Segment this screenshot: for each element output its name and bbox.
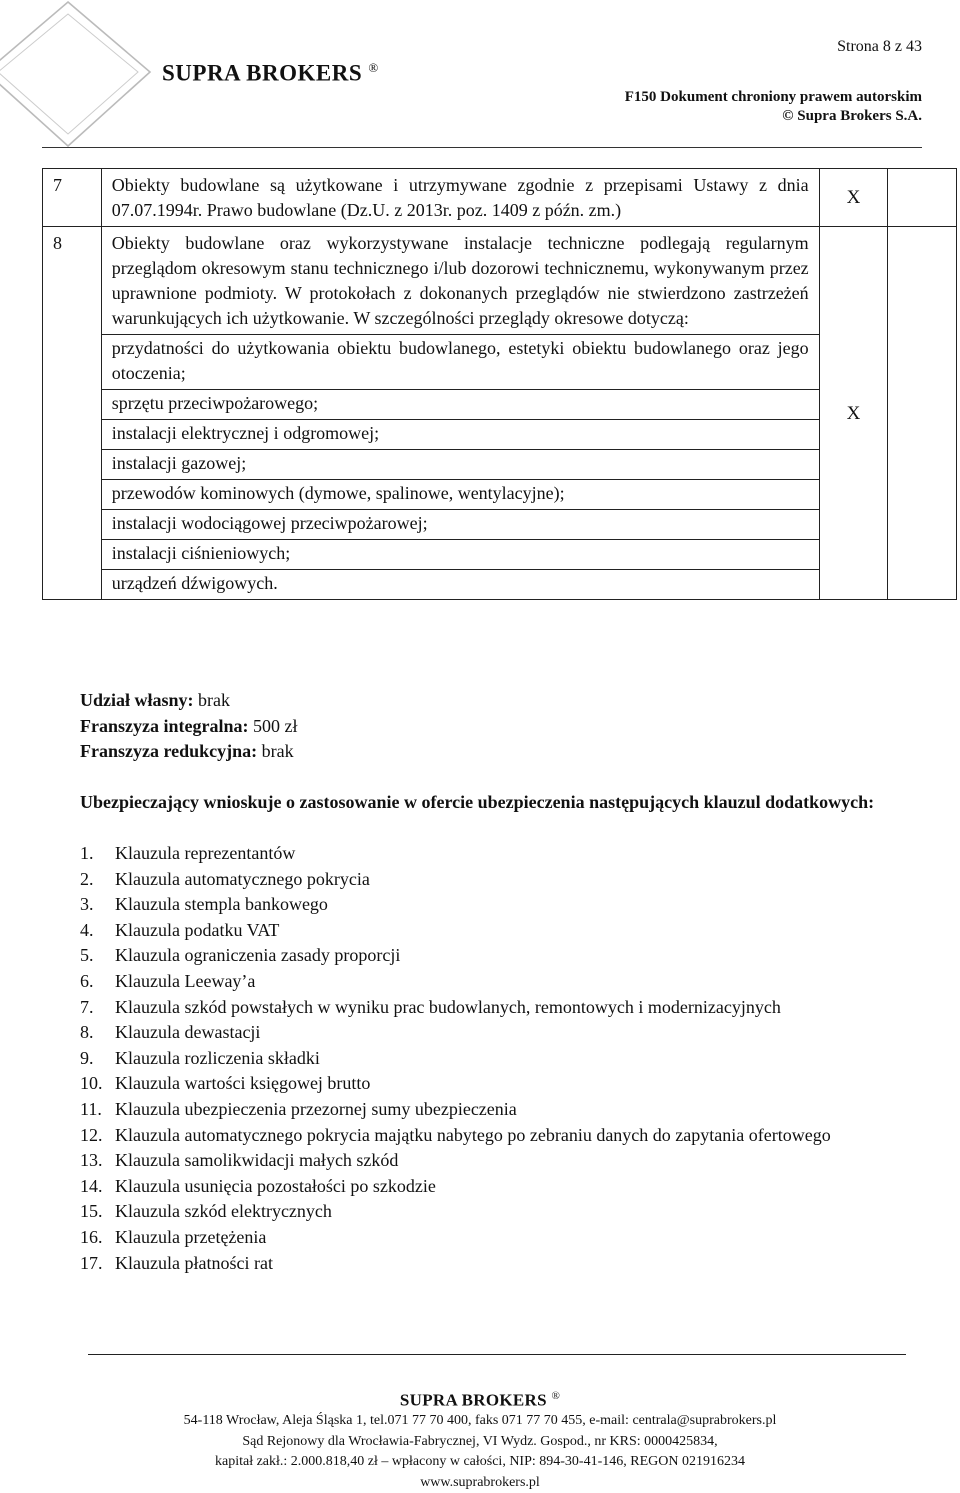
row-text: Obiekty budowlane oraz wykorzystywane instalacje techniczne podlegają regularnym przeglądom okresowym stanu technicznego i/lub dozorowi technicznemu, wykonywanym przez uprawnione podmioty. W protokołach z dokonanych przeglądów nie stwierdzono zastrzeżeń warunkujących ich użytkowanie. W szczególności przeglądy okresowe dotyczą: xyxy=(111,233,809,328)
footer xyxy=(0,1386,960,1493)
footer-court: Sąd Rejonowy dla Wrocławia-Fabrycznej, VI Wydz. Gospod., nr KRS: 0000425834, xyxy=(242,1433,718,1449)
page-number: Strona 8 z 43 xyxy=(837,38,922,55)
list-item: 17. Klauzula płatności rat xyxy=(80,1252,273,1273)
inspection-item: przydatności do użytkowania obiektu budowlanego, estetyki obiektu budowlanego oraz jego otoczenia; xyxy=(102,334,819,389)
empty-cell xyxy=(888,169,957,227)
row-number: 8 xyxy=(43,227,102,600)
footer-brand: SUPRA BROKERS ® xyxy=(399,1390,561,1410)
inspection-item: instalacji ciśnieniowych; xyxy=(102,539,819,569)
reduction-deductible-label: Franszyza redukcyjna: xyxy=(80,741,258,761)
list-item: 9. Klauzula rozliczenia składki xyxy=(80,1047,320,1068)
clauses-intro: Ubezpieczający wnioskuje o zastosowanie w ofercie ubezpieczenia następujących klauzul dodatkowych: xyxy=(80,792,875,812)
own-share-value: brak xyxy=(198,690,230,710)
deductibles-section xyxy=(80,688,297,765)
table-row xyxy=(43,169,957,227)
footer-capital: kapitał zakł.: 2.000.818,40 zł – wpłacony w całości, NIP: 894-30-41-146, REGON 021916234 xyxy=(215,1454,745,1470)
row-number: 7 xyxy=(43,169,102,227)
footer-website[interactable]: www.suprabrokers.pl xyxy=(420,1474,540,1490)
list-item: 13. Klauzula samolikwidacji małych szkód xyxy=(80,1150,399,1171)
inspection-item: instalacji elektrycznej i odgromowej; xyxy=(102,419,819,449)
clause-list xyxy=(80,841,921,1276)
list-item: 10. Klauzula wartości księgowej brutto xyxy=(80,1073,371,1094)
list-item: 5. Klauzula ograniczenia zasady proporcji xyxy=(80,945,401,966)
inspection-item: urządzeń dźwigowych. xyxy=(102,569,819,599)
list-item: 6. Klauzula Leeway’a xyxy=(80,970,256,991)
inspection-item: instalacji wodociągowej przeciwpożarowej; xyxy=(102,509,819,539)
list-item: 8. Klauzula dewastacji xyxy=(80,1022,261,1043)
inspection-item: sprzętu przeciwpożarowego; xyxy=(102,389,819,419)
copyright-note: F150 Dokument chroniony prawem autorskim © Supra Brokers S.A. xyxy=(624,89,922,124)
row-text: Obiekty budowlane są użytkowane i utrzymywane zgodnie z przepisami Ustawy z dnia 07.07.1994r. Prawo budowlane (Dz.U. z 2013r. poz. 1409 z późn. zm.) xyxy=(111,175,809,220)
list-item: 15. Klauzula szkód elektrycznych xyxy=(80,1201,332,1222)
header-brand: SUPRA BROKERS ® xyxy=(162,60,379,86)
list-item: 14. Klauzula usunięcia pozostałości po szkodzie xyxy=(80,1175,436,1196)
list-item: 1. Klauzula reprezentantów xyxy=(80,843,296,863)
footer-address: 54-118 Wrocław, Aleja Śląska 1, tel.071 77 70 400, faks 071 77 70 455, e-mail: centrala@suprabrokers.pl xyxy=(183,1413,777,1429)
list-item: 7. Klauzula szkód powstałych w wyniku prac budowlanych, remontowych i modernizacyjnych xyxy=(80,996,781,1017)
reduction-deductible-value: brak xyxy=(261,741,294,761)
list-item: 16. Klauzula przetężenia xyxy=(80,1226,267,1247)
empty-cell xyxy=(888,227,957,600)
header-divider xyxy=(42,147,922,148)
list-item: 12. Klauzula automatycznego pokrycia majątku nabytego po zebraniu danych do zapytania ofertowego xyxy=(80,1124,831,1145)
integral-deductible-value: 500 zł xyxy=(252,715,298,736)
logo-diamond-graphic xyxy=(0,0,180,150)
own-share-label: Udział własny: xyxy=(80,690,194,710)
table-row xyxy=(43,227,957,600)
row-mark: X xyxy=(819,169,888,227)
inspection-item: przewodów kominowych (dymowe, spalinowe, wentylacyjne); xyxy=(102,479,819,509)
list-item: 3. Klauzula stempla bankowego xyxy=(80,894,328,915)
integral-deductible-label: Franszyza integralna: xyxy=(80,715,249,736)
row-mark: X xyxy=(819,227,888,600)
footer-divider xyxy=(88,1354,906,1355)
inspection-item: instalacji gazowej; xyxy=(102,449,819,479)
list-item: 2. Klauzula automatycznego pokrycia xyxy=(80,868,370,889)
list-item: 11. Klauzula ubezpieczenia przezornej sumy ubezpieczenia xyxy=(80,1098,517,1119)
list-item: 4. Klauzula podatku VAT xyxy=(80,919,280,940)
requirements-table xyxy=(42,168,957,600)
